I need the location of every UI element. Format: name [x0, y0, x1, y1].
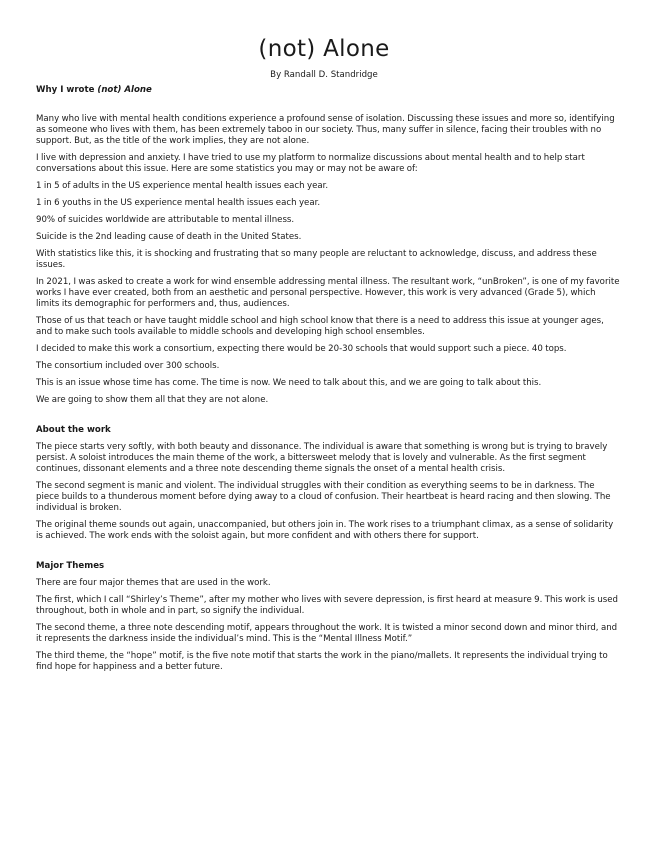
statistic-line: 90% of suicides worldwide are attributable to mental illness. — [36, 215, 295, 225]
section-heading-why — [36, 84, 620, 96]
paragraph: Many who live with mental health conditions experience a profound sense of isolation. Discussing these issues and more so, identifying as someone who lives with them, has been extremely taboo in our society. Thus, many suffer in silence, facing their troubles with no support. But, as the title of the work implies, they are not alone. — [36, 114, 615, 146]
paragraph: I live with depression and anxiety. I have tried to use my platform to normalize discussions about mental health and to help start conversations about this issue. Here are some statistics you may or may not be aware of: — [36, 153, 585, 174]
paragraph: The piece starts very softly, with both beauty and dissonance. The individual is aware that something is wrong but is trying to bravely persist. A soloist introduces the main theme of the work, a bittersweet melody that is lovely and vulnerable. As the first segment continues, dissonant elements and a three note descending theme signals the onset of a mental health crisis. — [36, 442, 608, 474]
section-heading-themes: Major Themes — [36, 561, 105, 571]
paragraph: The consortium included over 300 schools. — [36, 361, 220, 371]
paragraph: The first, which I call “Shirley’s Theme”, after my mother who lives with severe depression, is first heard at measure 9. This work is used throughout, both in whole and in part, so signify the individual. — [36, 595, 618, 616]
document-byline: By Randall D. Standridge — [270, 70, 378, 80]
document-title: (not) Alone — [258, 36, 390, 62]
paragraph: I decided to make this work a consortium, expecting there would be 20-30 schools that would support such a piece. 40 tops. — [36, 344, 567, 354]
heading-prefix: Why I wrote — [36, 85, 98, 95]
statistic-line: 1 in 6 youths in the US experience mental health issues each year. — [36, 198, 321, 208]
paragraph: We are going to show them all that they are not alone. — [36, 395, 269, 405]
paragraph: With statistics like this, it is shocking and frustrating that so many people are reluctant to acknowledge, discuss, and address these issues. — [36, 249, 597, 270]
paragraph: In 2021, I was asked to create a work for wind ensemble addressing mental illness. The resultant work, “unBroken”, is one of my favorite works I have ever created, both from an aesthetic and personal perspective. However, this work is very advanced (Grade 5), which limits its demographic for performers and, thus, audiences. — [36, 277, 620, 309]
paragraph: This is an issue whose time has come. The time is now. We need to talk about this, and we are going to talk about this. — [36, 378, 542, 388]
paragraph: The second theme, a three note descending motif, appears throughout the work. It is twisted a minor second down and minor third, and it represents the darkness inside the individual’s mind. This is the “Mental Illness Motif.” — [36, 623, 618, 644]
statistic-line: Suicide is the 2nd leading cause of death in the United States. — [36, 232, 302, 242]
paragraph: The second segment is manic and violent. The individual struggles with their condition as everything seems to be in darkness. The piece builds to a thunderous moment before dying away to a cloud of confusion. Their heartbeat is heard racing and then slowing. The individual is broken. — [36, 481, 611, 513]
paragraph: The original theme sounds out again, unaccompanied, but others join in. The work rises to a triumphant climax, as a sense of solidarity is achieved. The work ends with the soloist again, but more confident and with others there for support. — [36, 520, 614, 541]
paragraph: The third theme, the “hope” motif, is the five note motif that starts the work in the piano/mallets. It represents the individual trying to find hope for happiness and a better future. — [36, 651, 608, 672]
paragraph: There are four major themes that are used in the work. — [36, 578, 271, 588]
document-body — [36, 84, 620, 679]
section-heading-about: About the work — [36, 425, 111, 435]
paragraph: Those of us that teach or have taught middle school and high school know that there is a need to address this issue at younger ages, and to make such tools available to middle schools and developing high school ensembles. — [36, 316, 604, 337]
statistic-line: 1 in 5 of adults in the US experience mental health issues each year. — [36, 181, 329, 191]
heading-title-italic: (not) Alone — [97, 85, 152, 95]
